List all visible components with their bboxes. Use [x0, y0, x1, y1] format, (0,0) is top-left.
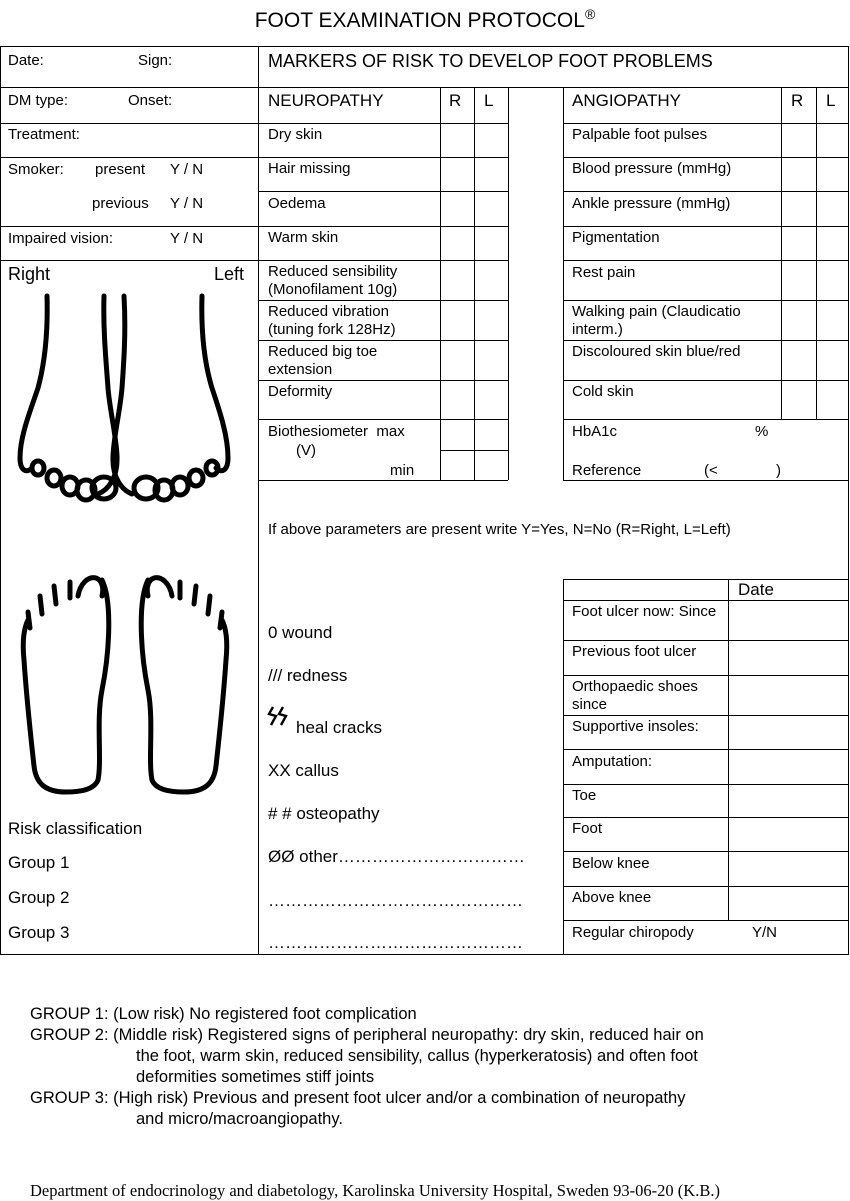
smoker-previous-yn[interactable]: Y / N — [170, 195, 204, 212]
neuropathy-cell-r[interactable] — [441, 192, 474, 225]
neuropathy-cell-l[interactable] — [475, 124, 508, 157]
risk-classification-label: Risk classification — [8, 819, 143, 838]
history-row-label: Toe — [572, 787, 597, 804]
reference-input[interactable] — [722, 455, 774, 479]
history-date-cell[interactable] — [729, 750, 848, 784]
angiopathy-row-label: Discoloured skin blue/red — [572, 343, 741, 360]
history-date-cell[interactable] — [729, 716, 848, 749]
angiopathy-cell-l[interactable] — [817, 192, 848, 225]
reference-close: ) — [776, 462, 781, 479]
neuropathy-cell-r[interactable] — [441, 124, 474, 157]
neuropathy-cell-l[interactable] — [475, 192, 508, 225]
angiopathy-cell-r[interactable] — [782, 158, 816, 191]
history-date-cell[interactable] — [729, 785, 848, 817]
angiopathy-cell-l[interactable] — [817, 341, 848, 380]
neuropathy-cell-r[interactable] — [441, 341, 474, 380]
angiopathy-cell-l[interactable] — [817, 227, 848, 260]
neuropathy-cell-r[interactable] — [441, 301, 474, 340]
other-dotted-line[interactable]: ……………………………………… — [268, 933, 523, 952]
angiopathy-row-label: Ankle pressure (mmHg) — [572, 195, 731, 212]
markers-header: MARKERS OF RISK TO DEVELOP FOOT PROBLEMS — [268, 51, 713, 71]
history-date-cell[interactable] — [729, 887, 848, 920]
smoker-present-yn[interactable]: Y / N — [170, 161, 204, 178]
angiopathy-cell-l[interactable] — [817, 158, 848, 191]
angiopathy-row-label: Blood pressure (mmHg) — [572, 160, 732, 177]
angiopathy-header: ANGIOPATHY — [572, 91, 681, 110]
history-date-cell[interactable] — [729, 676, 848, 715]
left-foot-label: Left — [214, 264, 245, 284]
history-date-cell[interactable] — [729, 818, 848, 851]
angiopathy-row-label: Cold skin — [572, 383, 634, 400]
history-row-label: Previous foot ulcer — [572, 643, 697, 660]
biothesiometer-unit: (V) — [296, 442, 316, 459]
history-row-label: Above knee — [572, 889, 652, 906]
smoker-label: Smoker: — [8, 161, 64, 178]
group-definitions — [30, 1004, 820, 1130]
neuropathy-cell-l[interactable] — [475, 158, 508, 191]
biothesiometer-max-r[interactable] — [441, 420, 474, 450]
neuropathy-r-header: R — [449, 91, 462, 110]
impaired-vision-label: Impaired vision: — [8, 230, 114, 247]
reference-open: (< — [704, 462, 718, 479]
regular-chiropody-label: Regular chiropody — [572, 924, 694, 941]
form-title: FOOT EXAMINATION PROTOCOL® — [254, 6, 596, 32]
neuropathy-cell-r[interactable] — [441, 227, 474, 260]
symbol-osteopathy: # # osteopathy — [268, 804, 380, 823]
symbol-callus: XX callus — [268, 761, 339, 780]
angiopathy-row-label: Palpable foot pulses — [572, 126, 708, 143]
sign-label: Sign: — [138, 52, 173, 69]
angiopathy-cell-l[interactable] — [817, 124, 848, 157]
impaired-vision-yn[interactable]: Y / N — [170, 230, 204, 247]
angiopathy-cell-r[interactable] — [782, 341, 816, 380]
symbol-other[interactable]: ØØ other…………………………… — [268, 847, 525, 866]
biothesiometer-min-r[interactable] — [441, 451, 474, 480]
angiopathy-cell-l[interactable] — [817, 261, 848, 300]
biothesiometer-max-l[interactable] — [475, 420, 508, 450]
history-date-header: Date — [738, 580, 774, 599]
other-dotted-line[interactable]: ……………………………………… — [268, 891, 523, 910]
neuropathy-cell-r[interactable] — [441, 381, 474, 419]
neuropathy-row-label: Reduced vibration (tuning fork 128Hz) — [268, 303, 396, 338]
neuropathy-cell-l[interactable] — [475, 341, 508, 380]
biothesiometer-label: Biothesiometer max — [268, 423, 405, 440]
regular-chiropody-yn[interactable]: Y/N — [752, 924, 778, 941]
neuropathy-cell-l[interactable] — [475, 227, 508, 260]
neuropathy-cell-l[interactable] — [475, 381, 508, 419]
angiopathy-row-label: Pigmentation — [572, 229, 660, 246]
history-row-label: Orthopaedic shoes since — [572, 678, 698, 713]
angiopathy-cell-r[interactable] — [782, 192, 816, 225]
history-row-label: Supportive insoles: — [572, 718, 699, 735]
angiopathy-cell-l[interactable] — [817, 381, 848, 419]
treatment-label: Treatment: — [8, 126, 80, 143]
neuropathy-row-label: Oedema — [268, 195, 326, 212]
group3-option[interactable]: Group 3 — [8, 923, 70, 942]
group1-definition: GROUP 1: (Low risk) No registered foot complication — [30, 1005, 417, 1023]
neuropathy-row-label: Hair missing — [268, 160, 351, 177]
heal-cracks-icon — [268, 705, 292, 733]
reference-label: Reference — [572, 462, 642, 479]
right-foot-label: Right — [8, 264, 51, 284]
neuropathy-cell-l[interactable] — [475, 261, 508, 300]
smoker-previous-label: previous — [92, 195, 149, 212]
neuropathy-cell-r[interactable] — [441, 158, 474, 191]
angiopathy-cell-r[interactable] — [782, 227, 816, 260]
group3-definition-cont: and micro/macroangiopathy. — [136, 1110, 343, 1128]
onset-label: Onset: — [128, 92, 173, 109]
angiopathy-r-header: R — [791, 91, 804, 110]
group2-option[interactable]: Group 2 — [8, 888, 70, 907]
neuropathy-row-label: Dry skin — [268, 126, 323, 143]
history-date-cell[interactable] — [729, 852, 848, 886]
biothesiometer-min-label: min — [390, 462, 415, 479]
history-row-label: Below knee — [572, 855, 650, 872]
neuropathy-row-label: Reduced sensibility (Monofilament 10g) — [268, 263, 398, 298]
angiopathy-row-label: Walking pain (Claudicatio interm.) — [572, 303, 741, 338]
angiopathy-cell-r[interactable] — [782, 381, 816, 419]
neuropathy-cell-l[interactable] — [475, 301, 508, 340]
symbol-wound: 0 wound — [268, 623, 333, 642]
angiopathy-row-label: Rest pain — [572, 264, 636, 281]
angiopathy-cell-l[interactable] — [817, 301, 848, 340]
group2-definition-cont: the foot, warm skin, reduced sensibility, callus (hyperkeratosis) and often foot — [136, 1047, 698, 1065]
instruction-text: If above parameters are present write Y=Yes, N=No (R=Right, L=Left) — [268, 521, 731, 538]
neuropathy-header: NEUROPATHY — [268, 91, 384, 110]
neuropathy-row-label: Reduced big toe extension — [268, 343, 378, 378]
neuropathy-l-header: L — [484, 91, 494, 110]
group1-option[interactable]: Group 1 — [8, 853, 70, 872]
history-date-cell[interactable] — [729, 641, 848, 675]
hba1c-percent: % — [755, 423, 769, 440]
dm-type-label: DM type: — [8, 92, 69, 109]
biothesiometer-min-l[interactable] — [475, 451, 508, 480]
date-label: Date: — [8, 52, 44, 69]
history-row-label: Amputation: — [572, 753, 653, 770]
neuropathy-row-label: Warm skin — [268, 229, 339, 246]
group2-definition: GROUP 2: (Middle risk) Registered signs of peripheral neuropathy: dry skin, reduced hair on — [30, 1026, 704, 1044]
hba1c-label: HbA1c — [572, 423, 618, 440]
neuropathy-row-label: Deformity — [268, 383, 333, 400]
angiopathy-cell-r[interactable] — [782, 301, 816, 340]
hba1c-input[interactable] — [640, 420, 750, 448]
symbol-heal-cracks: heal cracks — [296, 718, 382, 737]
symbol-redness: /// redness — [268, 666, 348, 685]
group3-definition: GROUP 3: (High risk) Previous and present foot ulcer and/or a combination of neuropathy — [30, 1089, 686, 1107]
angiopathy-cell-r[interactable] — [782, 124, 816, 157]
history-row-label: Foot — [572, 820, 603, 837]
history-row-label: Foot ulcer now: Since — [572, 603, 717, 620]
footer-credit: Department of endocrinology and diabetology, Karolinska University Hospital, Sweden 93-06-20 (K.B.) — [30, 1181, 720, 1200]
neuropathy-cell-r[interactable] — [441, 261, 474, 300]
group2-definition-cont: deformities sometimes stiff joints — [136, 1068, 375, 1086]
history-date-cell[interactable] — [729, 601, 848, 640]
smoker-present-label: present — [95, 161, 146, 178]
angiopathy-l-header: L — [826, 91, 836, 110]
angiopathy-cell-r[interactable] — [782, 261, 816, 300]
